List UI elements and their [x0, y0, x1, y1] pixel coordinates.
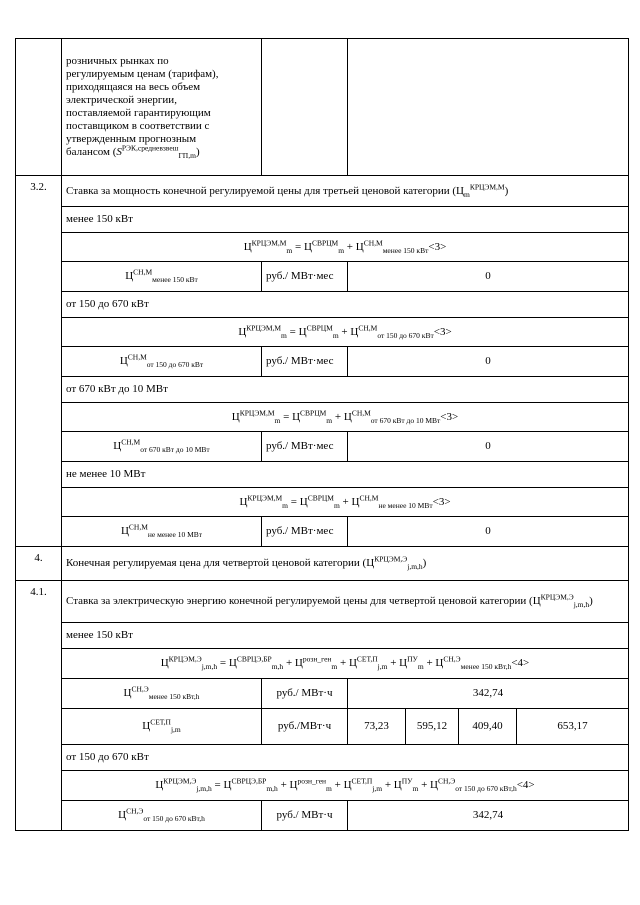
- formula: $Ц^{КРЦЭМ,М}_m = Ц^{СВРЦМ}_m + Ц^{СН,М}_{менее 150 кВт}<3>$: [62, 233, 629, 262]
- section-4-header: [16, 547, 629, 581]
- text-line: поставщиком в соответствии с: [66, 120, 210, 132]
- group-label: не менее 10 МВт: [62, 462, 629, 488]
- value-cell: 0: [348, 432, 629, 462]
- value-cell: 0: [348, 517, 629, 547]
- formula-row: [16, 649, 629, 679]
- param-symbol: $Ц^{СЕТ,П}_{j,m}$: [62, 709, 262, 745]
- text-line: приходящаяся на весь объем: [66, 81, 201, 93]
- unit-cell: руб./ МВт·ч: [262, 679, 348, 709]
- text-line: поставляемой гарантирующим: [66, 107, 211, 119]
- value-cell: 342,74: [348, 801, 629, 831]
- param-symbol: $Ц^{СН,М}_{не менее 10 МВт}$: [62, 517, 262, 547]
- unit-cell: руб./МВт·ч: [262, 709, 348, 745]
- group-label: от 670 кВт до 10 МВт: [62, 377, 629, 403]
- unit-cell: руб./ МВт·мес: [262, 262, 348, 292]
- formula-row: [16, 403, 629, 432]
- param-symbol: $Ц^{СН,М}_{от 150 до 670 кВт}$: [62, 347, 262, 377]
- text-line: регулируемым ценам (тарифам),: [66, 68, 219, 80]
- value-cell: 0: [348, 347, 629, 377]
- formula-row: [16, 318, 629, 347]
- value-row: [16, 801, 629, 831]
- value-row: [16, 262, 629, 292]
- unit-cell: руб./ МВт·мес: [262, 347, 348, 377]
- text-line: розничных рынках по: [66, 55, 169, 67]
- unit-cell: руб./ МВт·мес: [262, 517, 348, 547]
- formula-row: [16, 233, 629, 262]
- formula-row: [16, 771, 629, 801]
- section-title: Ставка за мощность конечной регулируемой цены для третьей ценовой категории $(Ц_m^{КРЦЭМ,М})$: [62, 176, 629, 207]
- group-label-row: [16, 623, 629, 649]
- formula: $Ц^{КРЦЭМ,Э}_{j,m,h} = Ц^{СВРЦЭ,БР}_{m,h} + Ц^{розн\_ген}_m + Ц^{СЕТ,П}_{j,m} + Ц^{ПУ}_m + Ц^{СН,Э}_{от 150 до 670 кВт,h}<4>$: [62, 771, 629, 801]
- group-label-row: [16, 207, 629, 233]
- section-number: 4.: [16, 547, 62, 581]
- value-row: [16, 517, 629, 547]
- value-row: [16, 679, 629, 709]
- group-label-row: [16, 745, 629, 771]
- group-label: от 150 до 670 кВт: [62, 292, 629, 318]
- section-number: 3.2.: [16, 176, 62, 547]
- formula: $Ц^{КРЦЭМ,Э}_{j,m,h} = Ц^{СВРЦЭ,БР}_{m,h} + Ц^{розн\_ген}_m + Ц^{СЕТ,П}_{j,m} + Ц^{ПУ}_m + Ц^{СН,Э}_{менее 150 кВт,h}<4>$: [62, 649, 629, 679]
- group-label: от 150 до 670 кВт: [62, 745, 629, 771]
- group-label: менее 150 кВт: [62, 207, 629, 233]
- param-symbol: $Ц^{СН,Э}_{менее 150 кВт,h}$: [62, 679, 262, 709]
- formula-row: [16, 488, 629, 517]
- group-label-row: [16, 377, 629, 403]
- value-cell-sn2: 409,40: [459, 709, 517, 745]
- section-title: Ставка за электрическую энергию конечной регулируемой цены для четвертой ценовой категории $(Ц^{КРЦЭМ,Э}_{j,m,h})$: [62, 581, 629, 623]
- param-symbol: $Ц^{СН,Э}_{от 150 до 670 кВт,h}$: [62, 801, 262, 831]
- formula: $Ц^{КРЦЭМ,М}_m = Ц^{СВРЦМ}_m + Ц^{СН,М}_{от 150 до 670 кВт}<3>$: [62, 318, 629, 347]
- text-line-last: балансом $(S^{РЭК,средневзвеш}_{ГП,m})$: [66, 143, 200, 161]
- num-cell-empty: [16, 39, 62, 176]
- continuation-row: [16, 39, 629, 176]
- param-symbol: $Ц^{СН,М}_{менее 150 кВт}$: [62, 262, 262, 292]
- value-cell-nn: 653,17: [517, 709, 629, 745]
- text-line: электрической энергии,: [66, 94, 177, 106]
- text-line: утвержденным прогнозным: [66, 133, 197, 145]
- value-row: [16, 347, 629, 377]
- value-cell: 342,74: [348, 679, 629, 709]
- section-3-2-header: [16, 176, 629, 207]
- empty-unit-cell: [262, 39, 348, 176]
- value-cell-sn1: 595,12: [406, 709, 459, 745]
- value-row: [16, 432, 629, 462]
- group-label-row: [16, 292, 629, 318]
- param-symbol: $Ц^{СН,М}_{от 670 кВт до 10 МВт}$: [62, 432, 262, 462]
- section-4-1-header: [16, 581, 629, 623]
- value-cell-vn: 73,23: [348, 709, 406, 745]
- section-title: Конечная регулируемая цена для четвертой ценовой категории $(Ц^{КРЦЭМ,Э}_{j,m,h})$: [62, 547, 629, 581]
- empty-value-cell: [348, 39, 629, 176]
- value-cell: 0: [348, 262, 629, 292]
- formula: $Ц^{КРЦЭМ,М}_m = Ц^{СВРЦМ}_m + Ц^{СН,М}_{от 670 кВт до 10 МВт}<3>$: [62, 403, 629, 432]
- group-label: менее 150 кВт: [62, 623, 629, 649]
- section-number: 4.1.: [16, 581, 62, 831]
- continuation-text: [62, 39, 262, 176]
- unit-cell: руб./ МВт·ч: [262, 801, 348, 831]
- value-row-levels: [16, 709, 629, 745]
- formula: $Ц^{КРЦЭМ,М}_m = Ц^{СВРЦМ}_m + Ц^{СН,М}_{не менее 10 МВт}<3>$: [62, 488, 629, 517]
- group-label-row: [16, 462, 629, 488]
- tariff-table: [15, 38, 629, 831]
- unit-cell: руб./ МВт·мес: [262, 432, 348, 462]
